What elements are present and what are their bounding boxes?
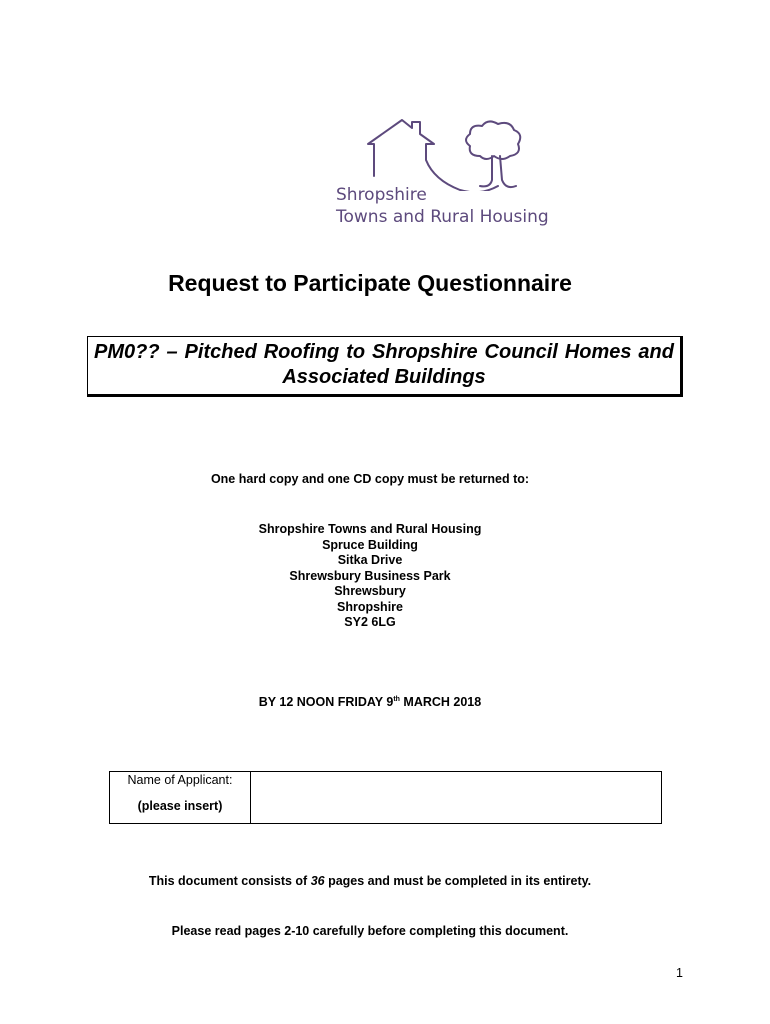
deadline-month-year: MARCH 2018 bbox=[399, 695, 482, 709]
address-line: Shropshire bbox=[337, 599, 403, 614]
organisation-logo bbox=[330, 116, 580, 236]
logo-name-line2: Towns and Rural Housing bbox=[336, 207, 549, 227]
document-length-prefix: This document consists of bbox=[148, 874, 311, 888]
return-instruction: One hard copy and one CD copy must be returned to: bbox=[210, 472, 530, 486]
house-and-tree-icon bbox=[330, 116, 580, 191]
return-address bbox=[0, 522, 740, 631]
document-length-note bbox=[0, 874, 740, 888]
submission-deadline bbox=[0, 695, 740, 709]
applicant-name-label: Name of Applicant: bbox=[127, 773, 233, 787]
document-length-suffix: pages and must be completed in its entirety. bbox=[324, 874, 592, 888]
address-line: SY2 6LG bbox=[344, 615, 396, 629]
address-line: Sitka Drive bbox=[337, 553, 403, 567]
address-line: Shrewsbury bbox=[334, 584, 406, 598]
deadline-ordinal: th bbox=[393, 696, 400, 703]
address-line: Shropshire Towns and Rural Housing bbox=[258, 522, 482, 536]
project-title: PM0?? – Pitched Roofing to Shropshire Council Homes and Associated Buildings bbox=[94, 341, 674, 388]
project-reference-box bbox=[87, 336, 683, 397]
address-line: Spruce Building bbox=[322, 537, 418, 552]
page-number: 1 bbox=[676, 966, 683, 980]
logo-name-line1: Shropshire bbox=[336, 185, 427, 205]
deadline-date: BY 12 NOON FRIDAY 9 bbox=[258, 695, 394, 709]
page-count: 36 bbox=[310, 874, 325, 888]
applicant-name-hint: (please insert) bbox=[137, 799, 223, 813]
address-line: Shrewsbury Business Park bbox=[289, 568, 451, 583]
page-title: Request to Participate Questionnaire bbox=[168, 270, 572, 296]
applicant-name-table bbox=[109, 771, 662, 824]
applicant-label-cell bbox=[110, 772, 251, 823]
applicant-name-field[interactable] bbox=[252, 772, 661, 823]
reading-instruction: Please read pages 2-10 carefully before completing this document. bbox=[171, 924, 569, 938]
